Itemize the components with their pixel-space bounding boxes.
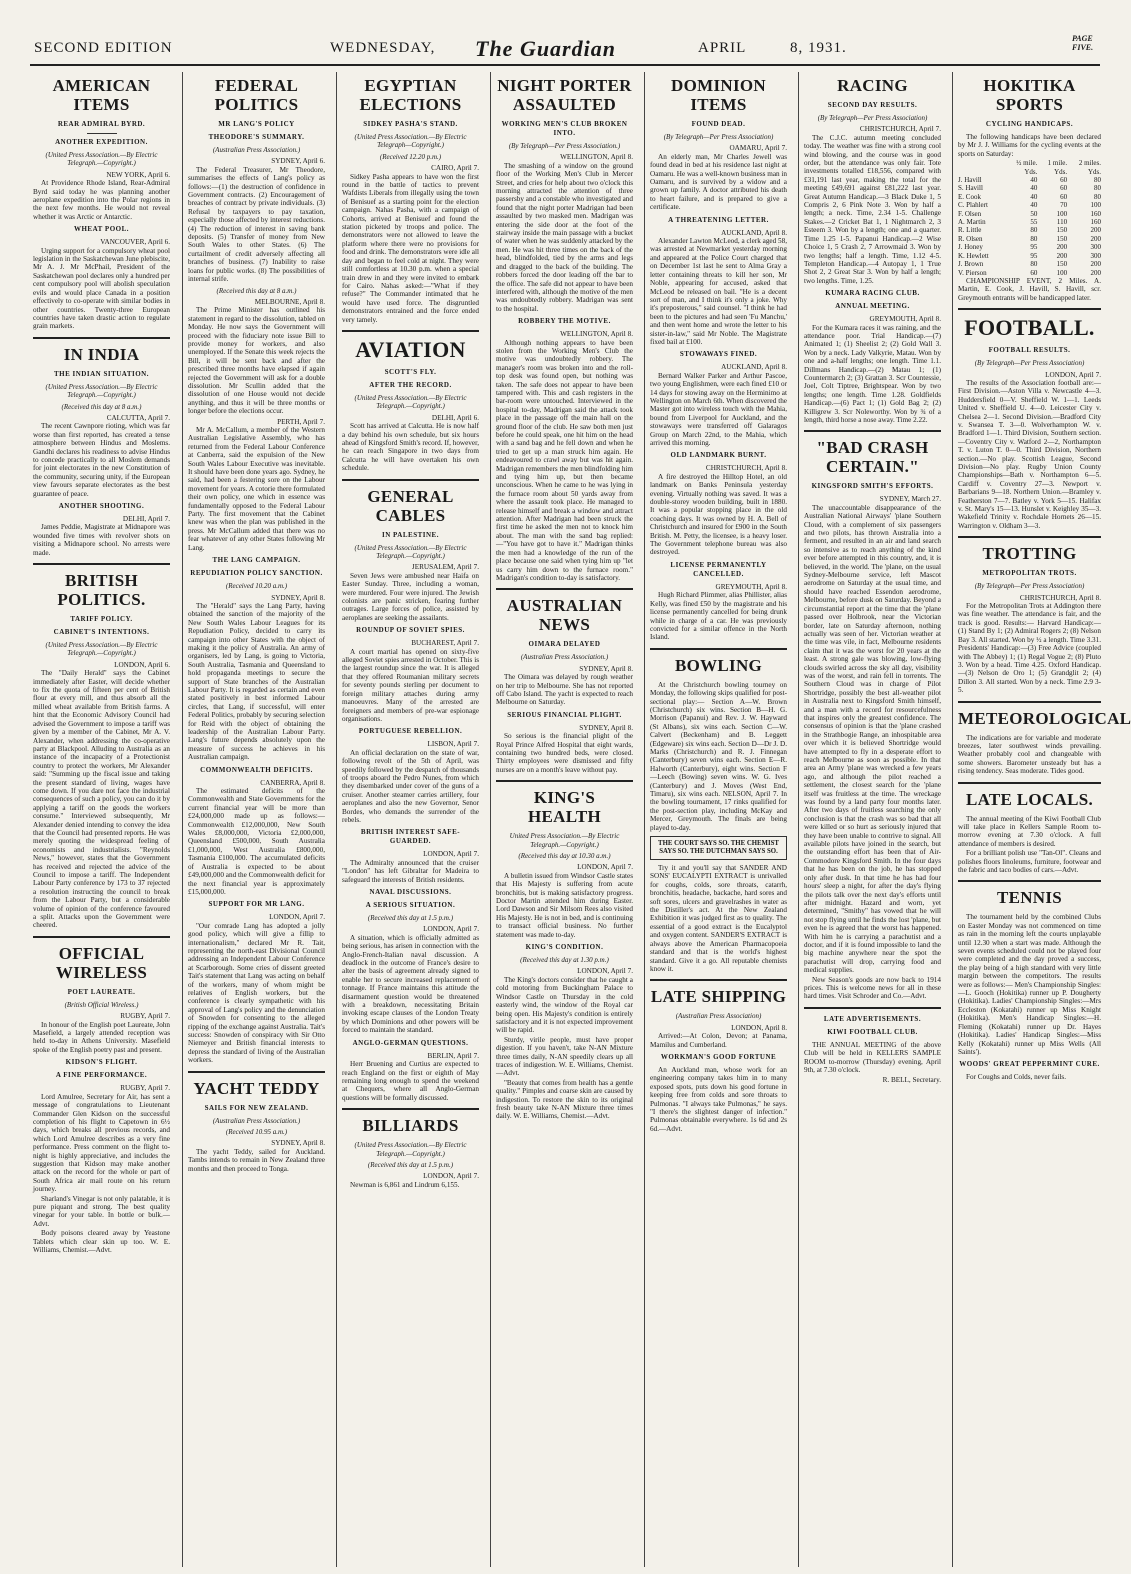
table-row (958, 184, 1101, 192)
headline: TROTTING (982, 544, 1077, 564)
subhead: OIMARA DELAYED (528, 640, 601, 649)
paper-title: The Guardian (475, 36, 616, 61)
dateline: SYDNEY, April 8. (579, 664, 633, 673)
table-cell: 60 (1060, 192, 1068, 201)
subhead: AFTER THE RECORD. (369, 380, 452, 389)
headline: FEDERAL POLITICS (214, 76, 299, 114)
table-cell: S. Havill (958, 184, 983, 193)
subhead: KUMARA RACING CLUB. (825, 289, 920, 298)
table-cell: 40 (1030, 201, 1038, 210)
headline: EGYPTIAN ELECTIONS (359, 76, 462, 114)
dateline: LONDON, April 7. (423, 1172, 479, 1181)
article-text: James Peddie, Magistrate at Midnapore was wounded five times with revolver shots on visiting a Midnapore school. No arrests were made. (33, 523, 170, 557)
table-cell: 55 (1030, 218, 1038, 227)
article-text: The estimated deficits of the Commonwealth and State Governments for the current financial year will be more than £24,000,000 made up as follows:—Commonwealth £12,000,000, New South Wales £8,000,000, Victoria £2,000,000, Queensland £500,000, South Australia £1,000,000, West Australia £800,000, Tasmania £100,000. The accumulated deficits of Australia is expected to be about £49,000,000 and the Commonwealth deficit for the next financial year is approximately £15,000,000. (188, 787, 325, 896)
table-row (958, 235, 1101, 243)
subhead: KIWI FOOTBALL CLUB. (827, 1027, 918, 1036)
subhead: STOWAWAYS FINED. (679, 350, 758, 359)
table-cell: 80 (1030, 260, 1038, 269)
subhead: REAR ADMIRAL BYRD. (57, 120, 146, 128)
dateline: NEW YORK, April 6. (106, 170, 170, 179)
article-text: Sidkey Pasha appears to have won the first round in the battle of tactics to prevent Wafdists Liberals from illegally using the town of Benisuef as a starting point for the election campaign. Nahas Pasha, with a campaign of Cohorts, arrived at Benisuef and found the station picketed by troops and police. The demonstrators were not allowed to leave the platform where there were no provisions for food and drink. The demonstrators were idle all day and began to feel cold at night. They were still comfortless at 10.30 p.m. when a special train drew in and they were invited to embark for Cairo. Nahas asked:—"What if they refuse?" The Commander intimated that he would have used force. The disgruntled demonstrators entrained and the force ended very tamely. (342, 172, 479, 324)
subhead: ANOTHER EXPEDITION. (55, 138, 148, 146)
table-row (958, 176, 1101, 184)
dateline: WELLINGTON, April 8. (560, 153, 633, 162)
table-cell: 100 (1056, 268, 1068, 277)
dateline: SYDNEY, April 8. (579, 723, 633, 732)
table-cell: C. Plahlert (958, 201, 988, 210)
dateline: AUCKLAND, April 8. (721, 228, 787, 237)
credit-line: (United Press Association.—By Electric Telegraph.—Copyright.) (45, 151, 158, 168)
subhead: SCOTT'S FLY. (384, 367, 437, 376)
subhead: LICENSE PERMANENTLY CANCELLED. (670, 560, 767, 578)
advertisement: Try it and you'll say that SANDER AND SONS' EUCALYPTI EXTRACT is unrivalled for coughs, colds, sore throats, catarrh, bronchitis, headache, backache, hard sores and soft sores, ulcers and gravelrashes in water as the Distiller's act. At the New Zealand Exhibition it was judged first as to quality. The essential of a good extract is the Eucalyptol and oxygen content. SANDER'S EXTRACT is always above the American Pharmacopoeia standard and that is the world's highest standard. Give it a go. All reputable chemists know it. (650, 864, 787, 973)
article-text: Mr A. McCallum, a member of the Western Australian Legislative Assembly, who has returned from the Federal Labour Conference at Canberra, said the expulsion of the New South Wales Labour Executive was inevitable. It should have been done years ago. Sydney, he said, had been a festering sore on the Labour movement for years. A cotorie there formulated their own policy, one which in essence was fundamentally opposed to the Federal Labour Party. The first movement that the Cabinet knew was when the plan was published in the press. Mr McCallum added that there was no fear whatever of any other States following Mr Lang. (188, 426, 325, 552)
subhead: A FINE PERFORMANCE. (55, 1071, 148, 1080)
headline: RACING (837, 76, 908, 95)
article-text: Herr Bruening and Curtius are expected to reach England on the first or eighth of May remaining long enough to spend the weekend at Chequers, where all Anglo-German questions will be formally discussed. (342, 1060, 479, 1102)
article-text: The Admiralty announced that the cruiser "London" has left Gibraltar for Madeira to safeguard the interests of British residents. (342, 858, 479, 884)
article-text: The Oimara was delayed by rough weather on her trip to Melbourne. She has not reported off Cabo Island. The yacht is expected to reach Melbourne on Saturday. (496, 673, 633, 707)
table-row (958, 193, 1101, 201)
table-cell: E. Cook (958, 192, 981, 201)
table-cell: 160 (1090, 218, 1101, 227)
subhead: CYCLING HANDICAPS. (985, 120, 1074, 128)
headline: BILLIARDS (362, 1116, 459, 1136)
table-cell: 60 (1060, 176, 1068, 185)
subhead: WORKING MEN'S CLUB BROKEN INTO. (501, 120, 628, 137)
table-cell: 40 (1030, 176, 1038, 185)
credit-line: (Australian Press Association.) (212, 1116, 301, 1125)
article-text: The unaccountable disappearance of the Australian National Airways' 'plane Southern Cloud, with a complement of six passengers and two pilots, has thrown Australia into a ferment, and resulted in an air and land search so intensive as to reach anything of the kind ever before attempted in this country, and, it is believed, in the world. The 'plane, on the usual Sydney-Melbourne service, left Mascot aerodrome on Saturday at the usual time, and should have reached Essendon aerodrome, Melbourne, before dusk on Saturday. Beyond a circumstantial report at the time that the 'plane passed over Holbrook, near the Victorian border, late on Saturday afternoon, nothing actually was seen of her. Victorian weather at the time was vile, in fact, Melbourne residents claim that it was the worst for 20 years at the least. A strong gale was blowing, low-flying clouds swirled across the sky all day, visibility was of the worst, and rain fell in torrents. The Southern Cloud was in charge of Pilot Shortridge, possibly the best all-weather pilot in Australia next to Kingsford Smith himself, and a man with a record for resourcefulness that inspires only the greatest confidence. The consensus of opinion is that the 'plane crashed in the Strathbogie Range, an inhospitable area over which it is believed Shortridge would have attempted to fly in a desperate effort to reach Melbourne as soon as possible. In that area an Army 'plane was wrecked a few years ago, and although the pilot reached a settlement, the closest search for the 'plane itself was fruitless at the time. The wreckage was found by a land party four months later. After two days of fruitless searching the only conclusion is that the crash was so bad that all were killed or so hurt as seriously injured that they have been unable to contrive to signal. All available pilots have joined in the search, but the outstanding effort has been that of Air-Commodore Kingsford Smith. In the four days that he has been on the job, he has stopped only after dusk. In that time he has had four hours' sleep a night, for after the day's flying the pilots talk over the next day's efforts until after midnight. Hazard and worn, yet determined, "Smithy" has vowed that he will not stop flying until he finds the lost 'plane, but even he is agreed that the worst has happened. With him he is carrying a parachutist and a doctor, and if it is found impossible to land the big machine anywhere near the spot the parachutist will drop, carrying food and medical supplies. (804, 503, 941, 975)
subhead: WORKMAN'S GOOD FORTUNE (660, 1052, 777, 1061)
dateline: GREYMOUTH, April 8. (869, 315, 941, 324)
article-text: A fire destroyed the Hilltop Hotel, an old landmark on Banks Peninsula yesterday evening. Virtually nothing was saved. It was a double-storey wooden building, built in 1880. It was a popular stopping place in the old coaching days. It was owned by H. A. Bell of Christchurch and insured for £900 in the South British. M. Petty, the licensee, is a heavy loser. The Government telephone bureau was also destroyed. (650, 472, 787, 557)
column-4 (490, 72, 637, 1567)
table-cell: 300 (1090, 243, 1101, 252)
subhead: ANOTHER SHOOTING. (58, 502, 145, 510)
credit-line: United Press Association.—By Electric Telegraph.—Copyright.) (509, 832, 620, 849)
table-cell: 150 (1056, 226, 1068, 235)
headline: IN INDIA (63, 344, 140, 364)
table-cell: 100 (1056, 209, 1068, 218)
subhead: A SERIOUS SITUATION. (365, 901, 456, 909)
credit-line: (By Telegraph—Per Press Association) (817, 114, 928, 122)
column-1 (28, 72, 174, 1567)
article-text: The results of the Association football are:— First Division.—Aston Villa v. Newcastle 4—3. Huddersfield 0—V. Sheffield W. 1—1. Leeds United v. Sheffield U. 4—0. Leicester City v. Chelsea 2—1. Second Division.—Bradford City v. Swansea T. 3—0. Wolverhampton W. v. Bradford 1—1. Third Division, Southern section.—Coventry City v. Watford 2—2, Northampton T. v. Luton T. 0—0. Third Division, Northern section.—No play. Scottish League, Second Division—No play. Rugby Union County Championships—Bath v. Northampton 6—5. Cardiff v. Coventry 27—3. Newport v. Barbarians 9—18. Northern Union.—Bramley v. Featherston 7—7. Batley v. York 5—15. Halifax v. St. Mary's 15—13. Hunslet v. Keighley 35—3. Wakefield Trinity v. Rochdale Hornets 26—15. Warrington v. Oldham 3—3. (958, 378, 1101, 530)
article-text: The indications are for variable and moderate breezes, later southwest winds prevailing. Weather probably cool and changeable with some showers. Barometer unsteady but has a rising tendency. Seas moderate. Tides good. (958, 733, 1101, 776)
table-cell: 150 (1056, 234, 1068, 243)
article-text: Alexander Lawton McLeod, a clerk aged 58, was arrested at Newmarket yesterday morning and appeared at the Police Court charged that on December 1st last he sent to Alma Gray a letter containing threats to kill her son, Mr Noble, appearing for accused, asked that McLeod be released on bail. "He is a decent sort of man, and I think it's only a joke. Why it's preposterous," said counsel. "I think he had been to the pictures and had seen 'Fu Manchu,' and then went home and wrote the letter to his sister-in-law," said Mr Noble. The Magistrate fixed bail at £100. (650, 237, 787, 346)
credit-line: (By Telegraph—Per Press Association) (974, 359, 1085, 368)
signature: R. BELL, Secretary. (882, 1076, 941, 1085)
table-cell: 150 (1056, 260, 1068, 269)
subhead: REPUDIATION POLICY SANCTION. (190, 569, 323, 578)
day-label: WEDNESDAY, (330, 40, 436, 56)
table-units-row: Yds. Yds. Yds. (1024, 167, 1101, 176)
table-cell: A. Martin (958, 218, 986, 227)
dateline: PERTH, April 7. (277, 417, 325, 426)
month-label: APRIL (698, 40, 747, 56)
article-text: Hugh Richard Plimmer, alias Phillister, alias Kelly, was fined £50 by the magistrate and his license permanently cancelled for being drunk while in charge of a car. He was previously convicted for a similar offence in the North Island. (650, 591, 787, 642)
dateline: VANCOUVER, April 6. (100, 238, 170, 247)
dateline: CAIRO, April 7. (431, 164, 479, 173)
article-text: Arrived:—At Colon, Devon; at Panama, Mamilus and Cumberland. (650, 1032, 787, 1049)
dateline: CHRISTCHURCH, April 8. (1019, 593, 1101, 602)
subhead: POET LAUREATE. (67, 987, 136, 996)
subhead: THE LANG CAMPAIGN. (212, 556, 301, 565)
headline: BOWLING (674, 655, 763, 675)
dateline: LONDON, April 8. (731, 1023, 787, 1032)
credit-line: (United Press Association.—By Electric Telegraph—Copyright.) (354, 133, 467, 150)
dateline: OAMARU, April 7. (729, 144, 787, 153)
headline: NIGHT PORTER ASSAULTED (497, 76, 632, 114)
column-5 (644, 72, 791, 1567)
advertisement: Body poisons cleared away by Yeastone Tablets which clear skin up too. W. E. Williams, Chemist.—Advt. (33, 1229, 170, 1254)
headline: AUSTRALIAN NEWS (506, 596, 623, 635)
table-cell: 80 (1030, 226, 1038, 235)
date-label: 8, 1931. (790, 40, 847, 56)
subhead: CABINET'S INTENTIONS. (53, 628, 150, 637)
dateline: CHRISTCHURCH, April 8. (705, 464, 787, 473)
table-cell: 40 (1030, 192, 1038, 201)
article-text: The smashing of a window on the ground floor of the Working Men's Club in Mercer Street, and cries for help about two o'clock this morning attracted the attention of three passersby and a constable who investigated and found that the night porter Madrigan had been assaulted by two masked men. Madrigan was entering the side door at the foot of the stairway inside the main passage with a bucket of water when he was suddenly attacked by the men. He was hit three times on the back of the head, blindfolded, tied by the arms and legs and dragged to the back of the building. The robbers forced the door leading off the bar to the office. The safe did not appear to have been interfered with, although the motive of the men was undoubtedly robbery. Madrigan was sent to the hospital. (496, 161, 633, 313)
credit-line: (By Telegraph—Per Press Association) (974, 582, 1085, 591)
table-cell: 200 (1090, 268, 1101, 277)
table-cell: 200 (1056, 251, 1068, 260)
subhead: ROUNDUP OF SOVIET SPIES. (356, 626, 465, 635)
subhead: NAVAL DISCUSSIONS. (369, 888, 452, 896)
dateline: BUCHAREST, April 7. (411, 639, 479, 648)
table-cell: 80 (1094, 192, 1101, 201)
subhead: SIDKEY PASHA'S STAND. (363, 120, 458, 128)
table-row (958, 260, 1101, 268)
table-row (958, 210, 1101, 218)
table-cell: K. Hewlett (958, 251, 989, 260)
received-line: (Received this day at 1.5 p.m.) (367, 914, 454, 922)
received-line: (Received this day at 8 a.m.) (61, 402, 142, 411)
table-row (958, 269, 1101, 277)
credit-line: (Australian Press Association.) (212, 146, 301, 154)
dateline: LONDON, April 7. (423, 925, 479, 934)
subhead: ROBBERY THE MOTIVE. (518, 317, 611, 326)
advertisement: For a brilliant polish use "Tan-Ol". Cleans and polishes floors linoleums, furniture, footwear and the fabric and taco bodies of cars.—Advt. (958, 849, 1101, 874)
article-text: The annual meeting of the Kiwi Football Club will take place in Kellers Sample Room to-morrow evening at 7.30 o'clock. A full attendance of members is desired. (958, 814, 1101, 848)
headline: AMERICAN ITEMS (52, 76, 151, 114)
table-cell: R. Olsen (958, 234, 983, 243)
article-text: A court martial has opened on sixty-five alleged Soviet spies arrested in October. This is the largest roundup since the war. It is alleged that they offered Roumanian military secrets for seventy pounds sterling per document to foreign military attaches during army manoeuvres. Many of the arrested are foreigners and members of pre-war espionage organisations. (342, 647, 479, 723)
dateline: GREYMOUTH, April 8. (715, 582, 787, 591)
headline: TENNIS (996, 888, 1063, 908)
subhead: ANNUAL MEETING. (835, 302, 910, 311)
headline: LATE LOCALS. (965, 789, 1094, 809)
article-text: A bulletin issued from Windsor Castle states that His Majesty is suffering from acute bronchitis, but is making satisfactory progress. Doctor Martin attended him during Easter. Lord Dawson and Sir Milsom Rees also visited His Majesty. He is not in bed, and is continuing to transact official business. No further statement was made to-day. (496, 871, 633, 939)
article-text: The Prime Minister has outlined his statement in regard to the dissolution, tabled on Monday. He now says the Government will proceed with the fiduciary note issue Bill to provide money for workers, and also unemployed. If the Senate this week rejects the Bill, it will be sent back and after the prescribed three months have elapsed if again rejected the Government will ask for a double dissolution. Mr Scullin added that the dissolution of one House would not decide anything, and thus it will be three months or longer before the elections occur. (188, 306, 325, 416)
article-text: The Federal Treasurer, Mr Theodore, summarises the effects of Lang's policy as follows:—(1) the destruction of confidence in Government contracts. (2) Encouragement of breaches of contract by private individuals. (3) Refusal by taxpayers to pay taxation, especially those affected by interest reductions. (4) The reduction of interest in saving bank deposits. (5) Transfer of money from New South Wales to other States. (6) The curtailment of credit adversely affecting all branches of business. (7) Inability to raise loans for public works. (8) The possibilities of internal strife. (188, 165, 325, 284)
table-cell: F. Olsen (958, 209, 982, 218)
subhead: SAILS FOR NEW ZEALAND. (204, 1103, 309, 1112)
article-text: Urging support for a compulsory wheat pool legislation in the Saskatchewan June plebiscite, Mr A. J. Mr McPhail, President of the Saskatchewan pool declares only a hundred per cent compulsory pool will abolish speculation evils and would place Canada in a position effectively to co-operate with similar bodies in other countries. Twenty-three European countries have taken drastic action to regulate grain markets. (33, 246, 170, 331)
advertisement: "Beauty that comes from health has a gentle quality." Pimples and coarse skin are caused by indigestion. To restore the skin to its original fresh beauty take N-AN Mixture three times daily. W. E. Williams, Chemist.—Advt. (496, 1078, 633, 1121)
credit-line: (Australian Press Association) (675, 1012, 762, 1021)
article-text: Scott has arrived at Calcutta. He is now half a day behind his own schedule, but six hours ahead of Kingsford Smith's record. If, however, he can reach Singapore in two days from Calcutta he will have overtaken his own schedule. (342, 422, 479, 473)
dateline: MELBOURNE, April 8. (254, 297, 325, 306)
table-cell: 110 (1056, 218, 1068, 227)
column-3 (336, 72, 483, 1567)
column-2 (182, 72, 329, 1567)
received-line: (Received this day at 10.30 a.m.) (518, 852, 611, 860)
article-text: Newman is 6,861 and Lindrum 6,155. (350, 1180, 460, 1189)
table-cell: 60 (1060, 184, 1068, 193)
headline: YACHT TEDDY (193, 1078, 320, 1098)
table-cell: 160 (1090, 209, 1101, 218)
dateline: SYDNEY, April 8. (271, 1139, 325, 1148)
subhead: IN PALESTINE. (382, 530, 439, 539)
headline: BRITISH POLITICS. (57, 571, 146, 610)
subhead: WHEAT POOL. (73, 225, 130, 234)
article-text: At the Christchurch bowling tourney on Monday, the following skips qualified for post-sectional play:— Section A—W. Brown (Christchurch) six wins. Section B—H. G. Morrison (Papanui) and Rev. J. W. Hayward (St Albans), six wins each. Section C—W. Calvert (Beckenham) and B. Leggett (Edgeware) six wins each. Section D—Dr J. D. Marks (Christchurch) and R. J. Finnegan (Canterbury) seven wins each. Section E—R. Halworth (Canterbury), eight wins. Section F—Leech (Bowing) seven wins. W. G. Ives (Canterbury) and J. Moves (West End, Timaru), six wins each. NELSON, April 7. In the bowling tournament, 17 rinks qualified for the post-section play, including McKay and Mercer, Greymouth. The finals are being played to-day. (650, 680, 787, 832)
article-text: Lord Amulree, Secretary for Air, has sent a message of congratulations to Lieutenant Commander Glen Kidson on the successful completion of his flight to Capetown in 6½ days, which breaks all previous records, and which Lord Amulree describes as a very fine performance. Press comment on the flight to-night is highly appreciative, and includes the suggestion that Kidson may make another attack on the record for the whole or part of South Africa air mail route on his return journey. (33, 1092, 170, 1194)
handicap-table (958, 159, 1101, 277)
dateline: RUGBY, April 7. (120, 1084, 170, 1093)
table-row (958, 201, 1101, 209)
subhead: FOUND DEAD. (691, 120, 746, 128)
advertisement-box: THE COURT SAYS SO. THE CHEMIST SAYS SO. THE DUTCHMAN SAYS SO. (650, 836, 787, 860)
table-cell: J. Havill (958, 176, 982, 185)
table-cell: 80 (1030, 234, 1038, 243)
headline: HOKITIKA SPORTS (983, 76, 1076, 114)
table-row (958, 252, 1101, 260)
headline: OFFICIAL WIRELESS (55, 943, 148, 982)
received-line: (Received 10.20 a.m.) (225, 582, 288, 591)
columns (28, 72, 1131, 1567)
dateline: LONDON, April 7. (1045, 370, 1101, 379)
subhead: KIDSON'S FLIGHT. (65, 1058, 138, 1067)
article-text: An official declaration on the state of war, following revolt of the 5th of April, was speedily followed by the despatch of thousands of troops aboard the Pedro Nunes, from which they disembarked under cover of the guns of a cruiser. Another steamer carries artillery, four aeroplanes and also the new Governor, Senor Bordes, who demands the surrender of the rebels. (342, 748, 479, 824)
article-text: The recent Cawnpore rioting, which was far worse than first reported, has created a tense atmosphere between Hindus and Moslems. Gandhi declares his readiness to advise Hindus to concede practically to all Moslem demands for joint electorates in the new Constitution of the community, securing unity, if the European view favours separate electorates as the best guarantee of peace. (33, 422, 170, 498)
received-line: (Received this day at 8 a.m.) (216, 286, 297, 295)
dateline: DELHI, April 6. (431, 413, 479, 422)
subhead: FOOTBALL RESULTS. (988, 346, 1071, 355)
advertisement: An Auckland man, whose work for an engineering company takes him in to many exposed spots, puts down his good fortune in keeping free from colds and sore throats to Pulmonas. "I always take Pulmonas," he says. "I there's the slightest danger of infection." Pulmonas obtainable everywhere. 1s 6d and 2s 6d.—Advt. (650, 1065, 787, 1133)
advertisement: For Coughs and Colds, never fails. (966, 1073, 1067, 1082)
received-line: (Received this day at 1.5 p.m.) (367, 1160, 454, 1169)
subhead: COMMONWEALTH DEFICITS. (200, 765, 313, 774)
article-text: So serious is the financial plight of the Royal Prince Alfred Hospital that eight wards, containing two hundred beds, were closed. Thirty employees were dismissed and fifty nurses are on a month's leave without pay. (496, 732, 633, 774)
credit-line: (United Press Association.—By Electric Telegraph.—Copyright.) (45, 382, 158, 400)
dateline: CHRISTCHURCH, April 7. (859, 125, 941, 134)
article-text: The "Daily Herald" says the Cabinet immediately after Easter, will decide whether to fix the quota of fifteen per cent of British flour at every mill, and thus absorb all the milled wheat available from British farms. A hint that the Economic Advisory Council had advised the Government to impose a tariff was given by a member of the Cabinet, Mr A. V. Alexander, when addressing the co-operative party at Blackpool. Alluding to Australia as an instance of the incapacity of a Protectionist country to protect the workers, Mr Alexander said: "Summing up the fiscal issue and taking the present standard of living, wages have come down. If you dare not face the industrial consequences of such a policy, you can do it by applying a tariff on the goods the workers consume." Interviewed subsequently, Mr Alexander denied intending to convey the idea that the Council had presented reports. He was merely quoting the widespread feeling of economists and industrialists. "Reynolds News," however, states that the Government has received and rejected the advice of the Council to impose a tariff. The Independent Labour Party conference by 173 to 37 rejected a resolution instructing the council to break from the Labour Party, but a considerable volume of opinion of the conference favoured a split. Attacks upon the Government were cheered. (33, 669, 170, 930)
article-text: Although nothing appears to have been stolen from the Working Men's Club the motive was undoubtedly robbery. The manager's room was broken into and the roll-top desk was found open, but nothing was taken. The safe does not appear to have been tampered with. This and cash registers in the bar-room were untouched. Interviewed in the hospital to-day, Madrigan said the attack took place in the passage off the main hall on the ground floor of the club. He saw both men just before he could speak, one hit him on the head with a sand bag and he fell down and when he tried to get up a man struck him again. He endeavoured to crawl away but was hit again. Madrigan remembers the men blindfolding him and tying him up, but then became unconscious. When he came to he was lying in the furnace room about 50 yards away from where the assault took place. He managed to release himself and break a window and attract attention. After Madrigan had been struck the first time he asked the men not to knock him about. The man with the sand bag replied:—"You have got to have it." Madrigan thinks the men had a knowledge of the run of the place because one said when tying him up "let us carry him down to the furnace room." Madrigan's condition to-day is satisfactory. (496, 338, 633, 582)
subhead: MR LANG'S POLICY (218, 120, 295, 128)
received-line: (Received 10.95 a.m.) (225, 1128, 288, 1137)
credit-line: (United Press Association.—By Electric Telegraph.—Copyright.) (354, 543, 467, 560)
article-text: The King's doctors consider that he caught a cold motoring from Buckingham Palace to Windsor Castle on Thursday in the cold easterly wind, the window of the Royal car being open. His Majesty's condition is entirely satisfactory and it is not expected improvement will be rapid. (496, 975, 633, 1035)
dateline: LONDON, April 6. (114, 660, 170, 669)
table-row (958, 218, 1101, 226)
dateline: CALCUTTA, April 7. (106, 413, 170, 422)
page-number: PAGE FIVE. (1072, 34, 1094, 52)
article-text: Seven Jews were ambushed near Haifa on Easter Sunday. Three, including a woman, were murdered. Four were injured. The Jewish colonists are panic stricken, fearing further outrages. Large forces of police, assisted by aeroplanes are seeking the assailants. (342, 571, 479, 622)
headline: AVIATION (355, 336, 466, 362)
table-cell: 95 (1030, 243, 1038, 252)
subhead: ANGLO-GERMAN QUESTIONS. (352, 1038, 469, 1047)
article-text: At Providence Rhode Island, Rear-Admiral Byrd said today he was planning another aeroplane expedition into the Polar regions in the next few months. He would not reveal whether it was Arctic or Antarctic. (33, 179, 170, 221)
dateline: SYDNEY, April 6. (271, 157, 325, 166)
subhead: WOODS' GREAT PEPPERMINT CURE. (959, 1060, 1100, 1069)
masthead (30, 38, 1100, 66)
dateline: RUGBY, April 7. (120, 1012, 170, 1021)
received-line: (Received this day at 1.30 p.m.) (520, 956, 609, 965)
subhead: SECOND DAY RESULTS. (827, 101, 918, 109)
dateline: AUCKLAND, April 8. (721, 363, 787, 372)
subhead: METROPOLITAN TROTS. (982, 569, 1077, 578)
credit-line: (By Telegraph—Per Press Association.) (508, 142, 621, 150)
dateline: LONDON, April 7. (269, 913, 325, 922)
article-text: An elderly man, Mr Charles Jewell was found dead in bed at his residence last night at Oamaru. He was a well-known business man in Oamaru, and is survived by a widow and a grown up family. A doctor attributed his death to heart failure, and is prepared to give a certificate. (650, 152, 787, 212)
received-line: (Received 12.20 p.m.) (379, 152, 442, 161)
table-cell: 80 (1094, 184, 1101, 193)
dateline: LONDON, April 7. (423, 850, 479, 859)
table-row (958, 243, 1101, 251)
headline: GENERAL CABLES (367, 486, 454, 525)
article-text: For the Metropolitan Trots at Addington there was fine weather. The attendance is fair, and the track is good. Results:— Harvard Handicap:—(1) Stand By 1; (2) Admiral Rogers 2; (8) Nelson Bay 3. All started. Won by ½ a length. Time 3.31. Presidents' Handicap:—(3) Free Advice (coupled with The Abbey) 1; (1) Regal Vogue 2; (8) Pluto 3. Won by a head. Time 4.25. Oxford Handicap.—(3) Nelson de Oro 1; (5) Grandglit 2; (4) Dillon 3. All started. Won by a neck. Time 2.9 3-5. (958, 602, 1101, 695)
table-cell: 50 (1030, 209, 1038, 218)
advertisement: THE ANNUAL MEETING of the above Club will be held in KELLERS SAMPLE ROOM to-morrow (Thursday) evening, April 9th, at 7.30 o'clock. (804, 1040, 941, 1074)
headline: LATE SHIPPING (650, 987, 787, 1007)
advertisement: Sharland's Vinegar is not only palatable, it is pure piquant and strong. The best quality vinegar for your table. In bottle or bulk.—Advt. (33, 1194, 170, 1228)
table-cell: 200 (1090, 226, 1101, 235)
dateline: BERLIN, April 7. (427, 1051, 479, 1060)
credit-line: (Australian Press Association.) (520, 653, 609, 662)
table-cell: 95 (1030, 251, 1038, 260)
subhead: SUPPORT FOR MR LANG. (208, 900, 305, 909)
column-6 (798, 72, 945, 1567)
advertisement: Sturdy, virile people, must have proper digestion. If you haven't, take N-AN Mixture three times daily, N-AN speedily clears up all traces of indigestion. W. E. Williams, Chemist.—Advt. (496, 1035, 633, 1078)
subhead: OLD LANDMARK BURNT. (670, 451, 767, 460)
dateline: SYDNEY, March 27. (879, 495, 941, 504)
article-text: The following handicaps have been declared by Mr J. J. Williams for the cycling events at the sports on Saturday: (958, 133, 1101, 158)
subhead: PORTUGUESE REBELLION. (358, 727, 463, 736)
table-cell: 80 (1094, 176, 1101, 185)
credit-line: (By Telegraph—Per Press Association) (663, 133, 774, 141)
table-cell: 200 (1090, 260, 1101, 269)
article-text: "Our comrade Lang has adopted a jolly good policy, which will give a fillip to internationalism," declared Mr R. Tait, representing the north-east Divisional Council addressing an Independent Labour Conference at Scarborough. Some cries of dissent greeted Tait's statement that Lang was acting on behalf of the workers, many of whom might be relatives of English workers, but the conference is clearly sympathetic with his approval of Lang's policy and the denunciation of Snowden for consenting to the alleged ripping of the exchange against Australia. Tait's success: Snowden of conspiracy with Sir Otto Niemeyer and British financial interests to depress the standard of living of the Australian workers. (188, 921, 325, 1065)
dateline: LONDON, April 7. (577, 863, 633, 872)
article-text: A situation, which is officially admitted as being serious, has arisen in connection with the Anglo-French-Italian naval discussion. A deadlock in the outcome of France's desire to alter the basis of agreement already signed to enable her to secure increased replacement of tonnage. If France maintains this attitude the disarmament question would be threatened with a breakdown, necessitating Britain invoking escape clauses of the London Treaty by which Dominions and other powers will be forced to maintain the standard. (342, 933, 479, 1035)
dateline: CANBERRA, April 8. (260, 778, 325, 787)
table-cell: J. Honey (958, 243, 983, 252)
article-text: The yacht Teddy, sailed for Auckland. Tambs intends to remain in New Zealand three months and then proceed to Tonga. (188, 1147, 325, 1173)
dateline: WELLINGTON, April 8. (560, 330, 633, 339)
table-cell: R. Little (958, 226, 982, 235)
credit-line: (United Press Association.—By Electric Telegraph.—Copyright.) (45, 641, 158, 658)
headline: DOMINION ITEMS (671, 76, 766, 114)
table-cell: J. Brown (958, 260, 984, 269)
subhead: LATE ADVERTISEMENTS. (823, 1014, 922, 1023)
table-cell: 70 (1060, 201, 1068, 210)
headline: "BAD CRASH CERTAIN." (816, 438, 929, 477)
subhead: THE INDIAN SITUATION. (54, 369, 149, 378)
table-cell: 200 (1090, 234, 1101, 243)
article-text: The "Herald" says the Lang Party, having obtained the sanction of the majority of the New South Wales Labour Leagues for its Repudiation Policy, decided to carry its campaign into other States with the object of making it the policy of Australia. An army of organisers, led by Lang, is going to Victoria, South Australia, Tasmania and Queensland to hold propaganda meetings to secure the support of State branches of the Australian Labour Party. It is regarded as certain and even stated positively in best informed Labour circles, that Lang, if successful, will enter Federal Politics, probably by securing selection for Reid with the object of obtaining the leadership of the Australian Labour Party. Lang's future depends absolutely upon the measure of success he achieves in his Australian campaign. (188, 601, 325, 762)
column-7 (952, 72, 1131, 1567)
table-header-row: ½ mile. 1 mile. 2 miles. (1016, 159, 1101, 168)
article-text: For the Kumara races it was raining, and the attendance poor. Trial Handicap.—(7) Animated 1; (1) Sheelist 2; (2) Gold Wall 3. Won by a neck. Lady Valkyrie, Matau. Won by one and a-half lengths; one length. Time 1.1. Dillmans Handicap.—(2) Matau 1; (1) Countermarch 2; (3) Grattan 3. Scr Countessie, Joel, Colt Tiptree, Brightspear. Won by two lengths; one length. Time 1.28. Goldfields Handicap.—(6) Pact 1; (1) Gold Bag 2; (2) Killigrew 3. Scr Noleworthy. Won by ¾ of a length, third horse a nose away. Time 2.22. (804, 323, 941, 424)
article-text: The C.J.C. autumn meeting concluded today. The weather was fine with a strong cool wind blowing, and the course was in good order, but the attendance was only fair. Tote investments totalled £18,556, compared with £31,191 last year, making the total for the meeting £49,691 against £81,222 last year. Great Autumn Handicap.—3 Black Duke 1, 5 Compris 2, 6 Pink Note 3. Won by half a length; a neck. Time, 2.34 1-5. Challenge Stakes.—2 Cricket Bat 1, 1 Nightmarch 2, 3 Esteem 3. Won by a length; one and a quarter. Time 1.25 1-5. Papanui Handicap.—2 Wise Choice 1, 5 Crash 2, 7 Arrowmaid 3. Won by two lengths; half a length. Time, 1.12 4-5. Templeton Handicap.—4 Autopay 1, 1 True Shot 2, 2 Great Star 3. Won by half a length; two lengths. Time, 1.25. (804, 133, 941, 285)
subhead: KINGSFORD SMITH'S EFFORTS. (811, 482, 934, 491)
subhead: THEODORE'S SUMMARY. (208, 133, 305, 141)
headline: FOOTBALL. (964, 315, 1095, 341)
article-text: In honour of the English poet Laureate, John Masefield, a largely attended reception was held to-day in Athens University. Masefield spoke of the English poetry past and present. (33, 1020, 170, 1054)
dateline: JERUSALEM, April 7. (411, 563, 479, 572)
table-cell: 200 (1056, 243, 1068, 252)
table-cell: 300 (1090, 251, 1101, 260)
table-cell: 40 (1030, 184, 1038, 193)
subhead: BRITISH INTEREST SAFE-GUARDED. (360, 828, 461, 846)
table-cell: 100 (1090, 201, 1101, 210)
dateline: LISBON, April 7. (427, 740, 479, 749)
edition-label: SECOND EDITION (34, 40, 173, 56)
headline: KING'S HEALTH (528, 788, 601, 827)
article-text: CHAMPIONSHIP EVENT, 2 Miles. A. Martin, E. Cook, J. Havill, S. Havill, scr. Greymouth entrants will be handicapped later. (958, 276, 1101, 302)
subhead: KING'S CONDITION. (525, 943, 604, 952)
dateline: DELHI, April 7. (122, 515, 170, 523)
subhead: A THREATENING LETTER. (668, 215, 769, 224)
dateline: SYDNEY, April 8. (271, 593, 325, 602)
table-row (958, 226, 1101, 234)
subhead: SERIOUS FINANCIAL PLIGHT. (507, 710, 622, 719)
dateline: LONDON, April 7. (577, 967, 633, 976)
table-cell: V. Pierson (958, 268, 987, 277)
article-text: Bernard Walker Parker and Arthur Pascoe, two young Englishmen, were each fined £10 or 14 days for stowing away on the Herminimo at Wellington on March 6th. When discovered the Master got into wireless touch with the Mahia, bound from Liverpool for Auckland, and the stowaways were transferred off Galaragos Group on March 22nd, to the Mahia, which arrived this morning. (650, 371, 787, 447)
article-text: The tournament held by the combined Clubs on Easter Monday was not commenced on time as rain in the morning left the courts unplayable until 12.30 when a start was made. Although the seven events scheduled could not be played four were completed and the day proved a success, the play being of a high standard with very little margin between the competitors. The results were as follows:— Men's Championship Singles:—L. Gooch (Hokitika) runner up P. Dougherty (Hokitika). Ladies' Championship Singles:—Mrs Eccleston (Kokatahi) runner up Miss Knight (Hokitika). Men's Handicap Singles:—H. Fleming (Kokatahi) runner up Dr. Hayes (Hokitika). Ladies' Handicap Singles:—Miss Kelly (Kokatahi) runner up Miss Wells (All Saints'). (958, 913, 1101, 1056)
headline: METEOROLOGICAL (958, 708, 1131, 728)
credit-line: (United Press Association.—By Electric Telegraph.—Copyright.) (354, 393, 467, 411)
advertisement: New Season's goods are now back to 1914 prices. This is welcome news for all in these hard times. Visit Schroder and Co.—Advt. (804, 975, 941, 1001)
credit-line: (United Press Association.—By Electric Telegraph.—Copyright.) (354, 1141, 467, 1158)
credit-line: (British Official Wireless.) (64, 1000, 139, 1009)
table-cell: 60 (1030, 268, 1038, 277)
subhead: TARIFF POLICY. (70, 615, 133, 624)
